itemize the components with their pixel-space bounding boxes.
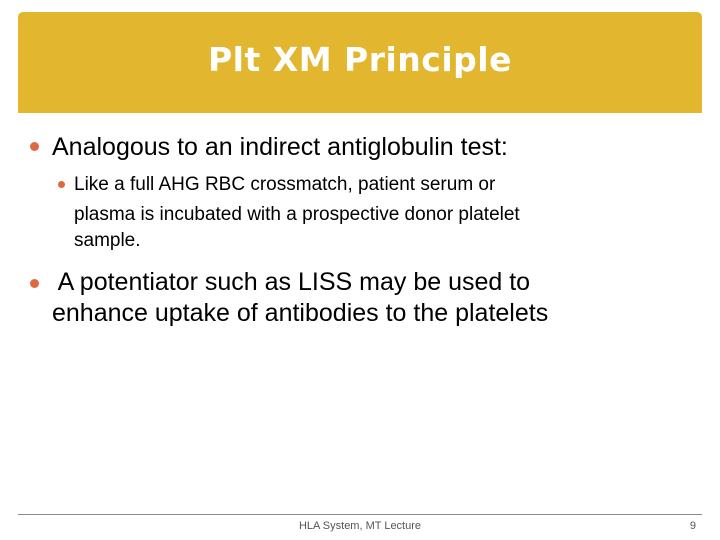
slide-title: Plt XM Principle bbox=[208, 40, 512, 79]
footer-divider bbox=[18, 514, 702, 515]
bullet-1-text: Analogous to an indirect antiglobulin test: bbox=[52, 133, 508, 161]
footer-text: HLA System, MT Lecture bbox=[298, 520, 422, 532]
bullet-2-line-1: A potentiator such as LISS may be used to bbox=[52, 268, 531, 296]
bullet-dot bbox=[30, 142, 39, 151]
bullet-dot bbox=[30, 279, 39, 288]
page-number: 9 bbox=[689, 520, 696, 532]
sub-bullet-dot bbox=[58, 181, 65, 188]
sub-bullet-line-1: Like a full AHG RBC crossmatch, patient serum or bbox=[74, 174, 496, 195]
sub-bullet-line-3: sample. bbox=[74, 230, 141, 251]
bullet-2-line-2: enhance uptake of antibodies to the platelets bbox=[52, 299, 549, 327]
sub-bullet-line-2: plasma is incubated with a prospective donor platelet bbox=[74, 204, 520, 225]
